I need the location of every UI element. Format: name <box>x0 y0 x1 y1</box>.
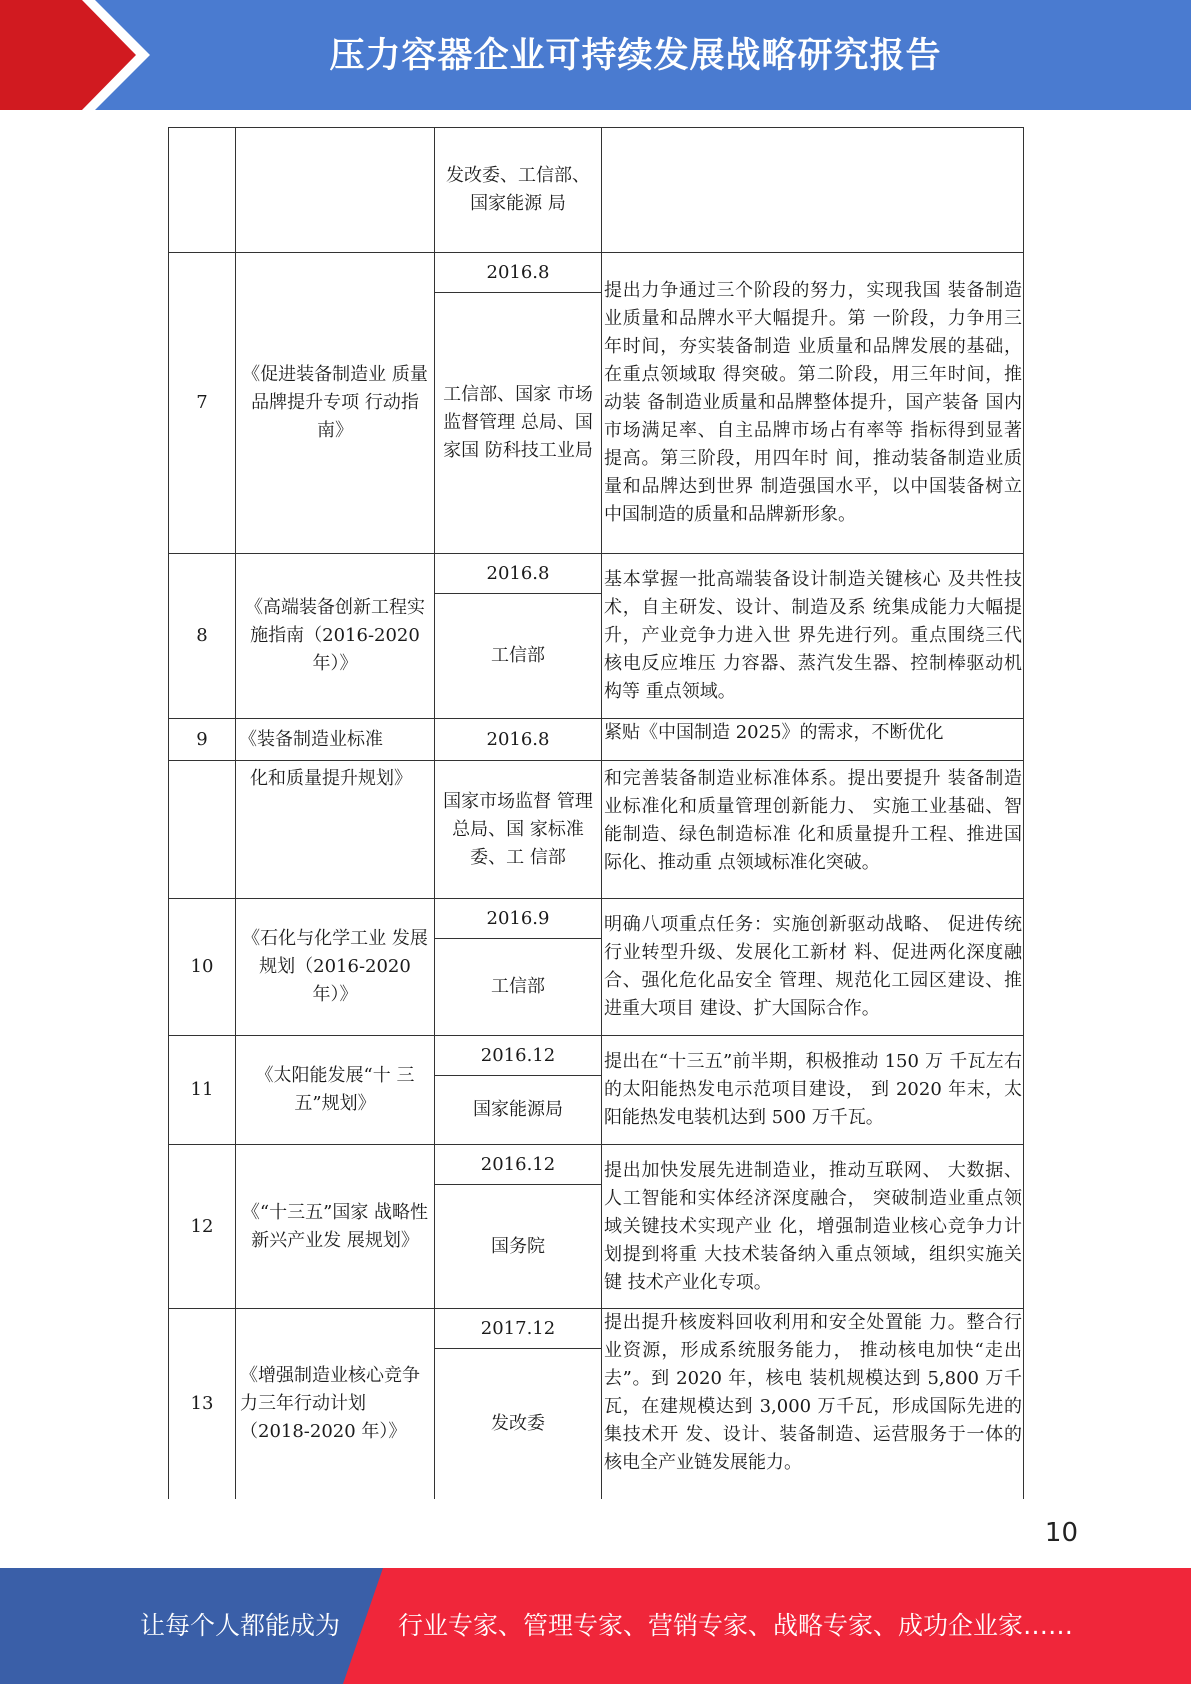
issue-date: 2016.8 <box>435 719 602 761</box>
issuing-department: 工信部 <box>435 594 602 719</box>
footer-slogan-right: 行业专家、管理专家、营销专家、战略专家、成功企业家…… <box>398 1611 1074 1640</box>
policy-name: 《增强制造业核心竞争力三年行动计划（2018-2020 年）》 <box>236 1309 435 1499</box>
issue-date: 2016.9 <box>435 899 602 939</box>
policy-content: 提出加快发展先进制造业，推动互联网、 大数据、人工智能和实体经济深度融合， 突破制造业重点领域关键技术实现产业 化，增强制造业核心竞争力计划提到将重 大技术装备纳入重点领域，组织实施关键 技术产业化专项。 <box>602 1145 1024 1309</box>
policy-content: 提出提升核废料回收利用和安全处置能 力。整合行业资源，形成系统服务能力， 推动核电加快“走出去”。到 2020 年，核电 装机规模达到 5,800 万千瓦，在建规模达到 3,000 万千瓦，形成国际先进的集技术开 发、设计、装备制造、运营服务于一体的 核电全产业链发展能力。 <box>602 1309 1024 1499</box>
issuing-department: 国务院 <box>435 1185 602 1309</box>
row-number: 10 <box>169 899 236 1036</box>
footer-slogan-left: 让每个人都能成为 <box>140 1611 341 1640</box>
issue-date: 2016.12 <box>435 1145 602 1185</box>
policy-content: 明确八项重点任务：实施创新驱动战略、 促进传统行业转型升级、发展化工新材 料、促进两化深度融合、强化危化品安全 管理、规范化工园区建设、推进重大项目 建设、扩大国际合作。 <box>602 899 1024 1036</box>
header-banner <box>0 0 1191 110</box>
policy-name: 《装备制造业标准 <box>236 719 435 761</box>
policy-content: 基本掌握一批高端装备设计制造关键核心 及共性技术，自主研发、设计、制造及系 统集成能力大幅提升，产业竞争力进入世 界先进行列。重点围绕三代核电反应堆压 力容器、蒸汽发生器、控制棒驱动机构等 重点领域。 <box>602 554 1024 719</box>
row-number <box>169 128 236 253</box>
issue-date: 2016.12 <box>435 1036 602 1076</box>
row-number: 13 <box>169 1309 236 1499</box>
policy-name: 《“十三五”国家 战略性新兴产业发 展规划》 <box>236 1145 435 1309</box>
policy-content: 提出力争通过三个阶段的努力，实现我国 装备制造业质量和品牌水平大幅提升。第 一阶段，力争用三年时间，夯实装备制造 业质量和品牌发展的基础，在重点领域取 得突破。第二阶段，用三年时间，推动装 备制造业质量和品牌整体提升，国产装备 国内市场满足率、自主品牌市场占有率等 指标得到显著提高。第三阶段，用四年时 间，推动装备制造业质量和品牌达到世界 制造强国水平，以中国装备树立中国制造的质量和品牌新形象。 <box>602 253 1024 554</box>
table-row <box>169 554 1024 594</box>
issuing-department: 发改委 <box>435 1349 602 1499</box>
policy-name: 《促进装备制造业 质量品牌提升专项 行动指南》 <box>236 253 435 554</box>
row-number <box>169 761 236 899</box>
issuing-department: 国家能源局 <box>435 1076 602 1145</box>
policy-name: 《石化与化学工业 发展规划（2016-2020 年）》 <box>236 899 435 1036</box>
footer-banner <box>0 1568 1191 1684</box>
row-number: 12 <box>169 1145 236 1309</box>
issuing-department: 国家市场监督 管理总局、国 家标准委、工 信部 <box>435 761 602 899</box>
table-row <box>169 1309 1024 1349</box>
table-row <box>169 719 1024 761</box>
policy-name: 《太阳能发展“十 三五”规划》 <box>236 1036 435 1145</box>
policy-table <box>168 127 1024 1499</box>
policy-name <box>236 128 435 253</box>
page-number: 10 <box>1044 1518 1078 1548</box>
row-number: 11 <box>169 1036 236 1145</box>
issue-date: 2016.8 <box>435 554 602 594</box>
policy-content: 提出在“十三五”前半期，积极推动 150 万 千瓦左右的太阳能热发电示范项目建设， 到 2020 年末，太阳能热发电装机达到 500 万千瓦。 <box>602 1036 1024 1145</box>
row-number: 7 <box>169 253 236 554</box>
table-row <box>169 1145 1024 1185</box>
issue-date: 2016.8 <box>435 253 602 293</box>
issue-date: 2017.12 <box>435 1309 602 1349</box>
table-row <box>169 253 1024 293</box>
policy-name: 化和质量提升规划》 <box>236 761 435 899</box>
issuing-department: 发改委、工信部、国家能源 局 <box>435 128 602 253</box>
issuing-department: 工信部 <box>435 939 602 1036</box>
issuing-department: 工信部、国家 市场监督管理 总局、国家国 防科技工业局 <box>435 293 602 554</box>
policy-content: 和完善装备制造业标准体系。提出要提升 装备制造业标准化和质量管理创新能力、 实施工业基础、智能制造、绿色制造标准 化和质量提升工程、推进国际化、推动重 点领域标准化突破。 <box>602 761 1024 899</box>
table-row <box>169 761 1024 899</box>
policy-content: 紧贴《中国制造 2025》的需求，不断优化 <box>602 719 1024 761</box>
policy-content <box>602 128 1024 253</box>
row-number: 8 <box>169 554 236 719</box>
page-title: 压力容器企业可持续发展战略研究报告 <box>329 36 942 76</box>
table-row <box>169 899 1024 939</box>
row-number: 9 <box>169 719 236 761</box>
table-row <box>169 1036 1024 1076</box>
table-row <box>169 128 1024 253</box>
policy-name: 《高端装备创新工程实施指南（2016-2020 年）》 <box>236 554 435 719</box>
